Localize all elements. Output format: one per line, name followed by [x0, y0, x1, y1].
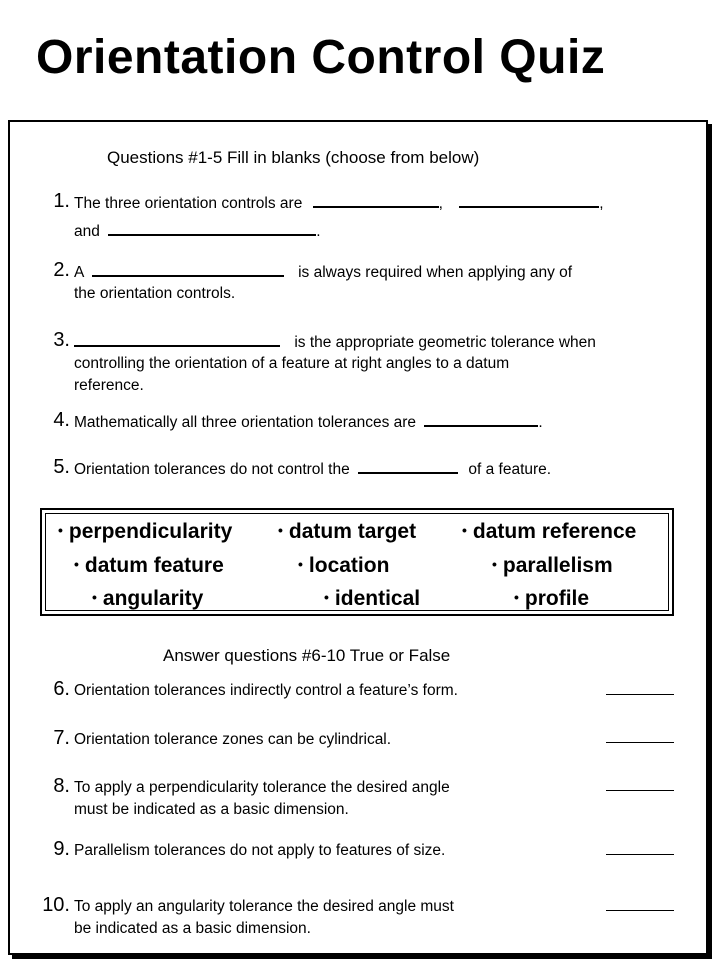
question-number: 8.	[53, 775, 70, 797]
question-number: 3.	[53, 329, 70, 351]
question-number: 9.	[53, 838, 70, 860]
answer-blank[interactable]	[358, 458, 458, 474]
answer-blank[interactable]	[459, 192, 599, 208]
question-9	[10, 838, 710, 858]
question-text	[74, 411, 543, 434]
word-bank-word: datum feature	[84, 554, 224, 577]
question-text: be indicated as a basic dimension.	[74, 920, 311, 937]
true-false-answer-line[interactable]	[606, 790, 674, 791]
question-number: 6.	[53, 678, 70, 700]
bullet-icon: •	[492, 556, 497, 572]
bullet-icon: •	[298, 556, 303, 572]
question-text-segment: is always required when applying any of	[298, 264, 573, 281]
question-number: 2.	[53, 259, 70, 281]
question-text-segment: .	[538, 414, 543, 431]
section1-instruction: Questions #1-5 Fill in blanks (choose from below)	[107, 148, 480, 167]
true-false-answer-line[interactable]	[606, 910, 674, 911]
answer-blank[interactable]	[313, 192, 439, 208]
question-text-segment: A	[74, 264, 84, 281]
question-8	[10, 775, 710, 818]
word-bank-item	[74, 554, 224, 578]
word-bank-word: angularity	[102, 587, 204, 610]
word-bank-item	[462, 520, 636, 544]
question-4	[10, 409, 710, 429]
word-bank-item	[324, 587, 420, 611]
word-bank-item	[58, 520, 232, 544]
question-text-segment: of a feature.	[468, 461, 552, 478]
word-bank-word: identical	[334, 587, 421, 610]
question-text	[74, 192, 604, 215]
question-6	[10, 678, 710, 698]
question-number: 5.	[53, 456, 70, 478]
question-10	[10, 894, 710, 937]
true-false-answer-line[interactable]	[606, 854, 674, 855]
word-bank-word: profile	[524, 587, 590, 610]
question-text-segment: ,	[599, 195, 604, 212]
question-text: Orientation tolerance zones can be cylindrical.	[74, 731, 392, 748]
true-false-answer-line[interactable]	[606, 694, 674, 695]
question-5	[10, 456, 710, 476]
question-text: reference.	[74, 377, 144, 394]
question-text	[74, 331, 596, 354]
question-text	[74, 220, 321, 243]
bullet-icon: •	[74, 556, 79, 572]
question-text	[74, 458, 551, 481]
question-text: controlling the orientation of a feature at right angles to a datum	[74, 355, 510, 372]
section2-instruction: Answer questions #6-10 True or False	[163, 646, 451, 665]
word-bank-item	[92, 587, 203, 611]
question-text: Orientation tolerances indirectly control a feature’s form.	[74, 682, 458, 699]
question-2	[10, 259, 710, 302]
question-text	[74, 261, 572, 284]
question-number: 1.	[53, 190, 70, 212]
answer-blank[interactable]	[74, 331, 280, 347]
answer-blank[interactable]	[424, 411, 538, 427]
question-text: the orientation controls.	[74, 285, 236, 302]
word-bank-item	[298, 554, 389, 578]
question-text: To apply a perpendicularity tolerance the desired angle	[74, 779, 450, 796]
bullet-icon: •	[462, 522, 467, 538]
question-number: 7.	[53, 727, 70, 749]
word-bank-word: location	[308, 554, 390, 577]
answer-blank[interactable]	[108, 220, 316, 236]
word-bank-word: datum target	[288, 520, 417, 543]
word-bank-word: perpendicularity	[68, 520, 233, 543]
word-bank-word: datum reference	[472, 520, 637, 543]
question-text-segment: is the appropriate geometric tolerance when	[294, 334, 596, 351]
question-text: Parallelism tolerances do not apply to features of size.	[74, 842, 446, 859]
question-text-segment: .	[316, 223, 321, 240]
bullet-icon: •	[58, 522, 63, 538]
quiz-frame	[8, 120, 708, 955]
word-bank	[40, 508, 674, 616]
question-text-segment: Orientation tolerances do not control the	[74, 461, 350, 478]
true-false-answer-line[interactable]	[606, 742, 674, 743]
question-text-segment: ,	[438, 195, 443, 212]
question-text-segment: The three orientation controls are	[74, 195, 303, 212]
question-text-segment: Mathematically all three orientation tolerances are	[74, 414, 417, 431]
bullet-icon: •	[92, 589, 97, 605]
word-bank-word: parallelism	[502, 554, 613, 577]
question-number: 4.	[53, 409, 70, 431]
word-bank-item	[514, 587, 589, 611]
word-bank-item	[278, 520, 416, 544]
question-number: 10.	[42, 894, 70, 916]
answer-blank[interactable]	[92, 261, 284, 277]
question-3	[10, 329, 710, 394]
bullet-icon: •	[278, 522, 283, 538]
question-7	[10, 727, 710, 747]
word-bank-item	[492, 554, 613, 578]
bullet-icon: •	[514, 589, 519, 605]
bullet-icon: •	[324, 589, 329, 605]
question-text: must be indicated as a basic dimension.	[74, 801, 349, 818]
page-title: Orientation Control Quiz	[36, 31, 606, 84]
question-text-segment: and	[74, 223, 100, 240]
question-text: To apply an angularity tolerance the desired angle must	[74, 898, 454, 915]
question-1	[10, 190, 710, 240]
